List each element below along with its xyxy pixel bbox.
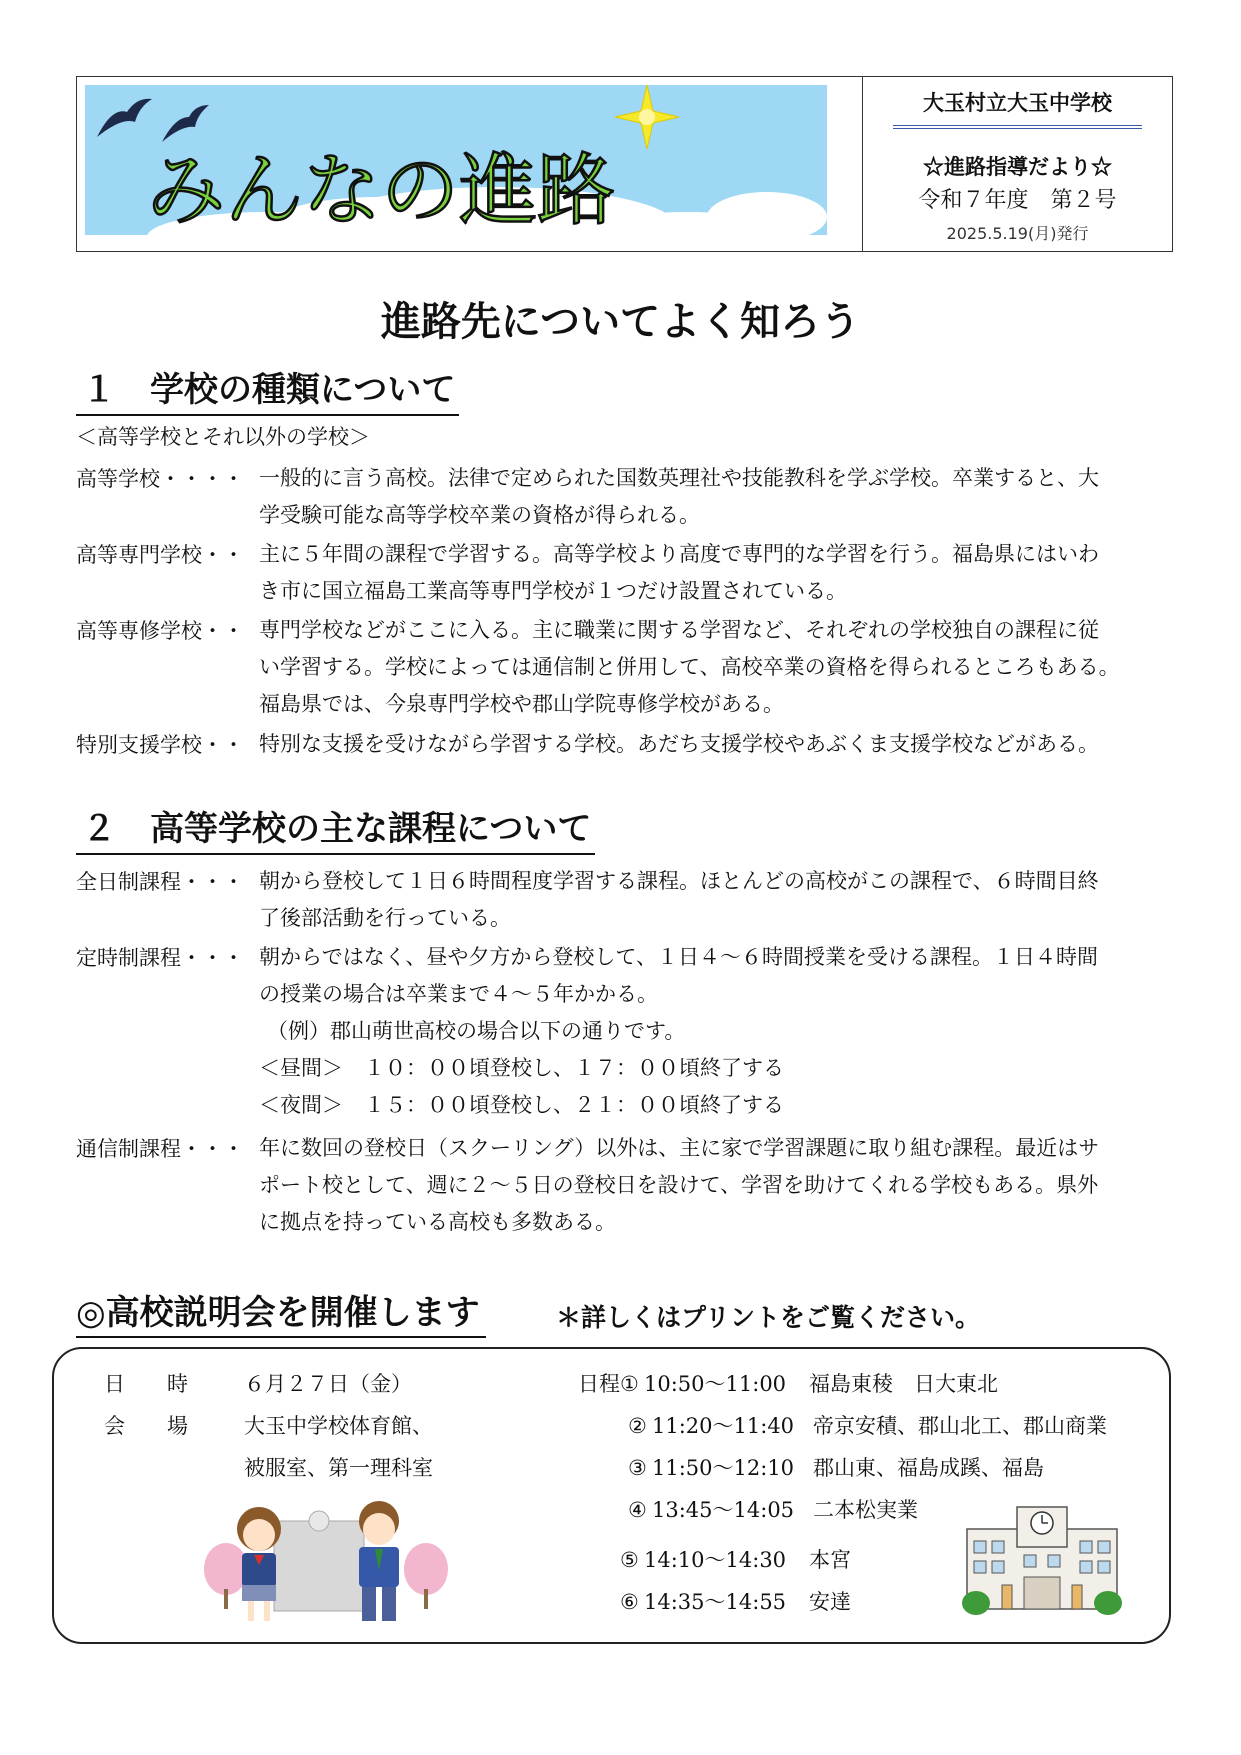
description-line: 特別な支援を受けながら学習する学校。あだち支援学校やあぶくま支援学校などがある。 <box>259 732 1099 756</box>
schedule-time: 13:45～14:05 <box>652 1498 795 1522</box>
schedule-no: ⑥ <box>620 1590 639 1614</box>
schedule-no: ② <box>628 1414 647 1438</box>
schedule-time: 11:20～11:40 <box>652 1414 795 1438</box>
term-label: 全日制課程・・・ <box>76 870 244 894</box>
section2-heading: ２ 高等学校の主な課程について <box>76 807 595 855</box>
description-line: 福島県では、今泉専門学校や郡山学院専修学校がある。 <box>259 692 784 716</box>
term-description <box>259 726 1099 763</box>
issue-number: 令和７年度 第２号 <box>918 188 1117 213</box>
banner-title: みんなの進路 <box>147 146 616 236</box>
school-name: 大玉村立大玉中学校 <box>923 90 1112 115</box>
students-illustration <box>204 1491 449 1631</box>
schedule-label: 日程 <box>578 1372 620 1396</box>
term-description <box>259 612 1120 723</box>
date-label: 日 時 <box>104 1372 188 1396</box>
schedule-no: ④ <box>628 1498 647 1522</box>
event-heading: ◎高校説明会を開催します <box>76 1290 486 1338</box>
term-label: 高等専修学校・・ <box>76 619 244 643</box>
school-building-illustration <box>962 1499 1122 1619</box>
term-description <box>259 1130 1099 1241</box>
description-line: 一般的に言う高校。法律で定められた国数英理社や技能教科を学ぶ学校。卒業すると、大 <box>259 466 1099 490</box>
term-label: 定時制課程・・・ <box>76 946 244 970</box>
schedule-time: 14:10～14:30 <box>644 1548 787 1572</box>
schedule-schools: 福島東稜 日大東北 <box>809 1372 998 1396</box>
newsletter-info <box>862 77 1172 251</box>
schedule-time: 14:35～14:55 <box>644 1590 787 1614</box>
term-description <box>259 939 1098 1124</box>
description-line: 了後部活動を行っている。 <box>259 906 511 930</box>
schedule-schools: 二本松実業 <box>813 1498 918 1522</box>
description-line: 専門学校などがここに入る。主に職業に関する学習など、それぞれの学校独自の課程に従 <box>259 618 1099 642</box>
description-line: き市に国立福島工業高等専門学校が１つだけ設置されている。 <box>259 579 847 603</box>
schedule-schools: 本宮 <box>809 1548 851 1572</box>
description-line: 年に数回の登校日（スクーリング）以外は、主に家で学習課題に取り組む課程。最近はサ <box>259 1136 1100 1160</box>
description-line: の授業の場合は卒業まで４～５年かかる。 <box>259 982 658 1006</box>
description-line: ポート校として、週に２～５日の登校日を設けて、学習を助けてくれる学校もある。県外 <box>259 1173 1099 1197</box>
schedule-no: ⑤ <box>620 1548 639 1572</box>
description-line: い学習する。学校によっては通信制と併用して、高校卒業の資格を得られるところもある。 <box>259 655 1120 679</box>
term-description <box>259 460 1099 534</box>
section1-heading: １ 学校の種類について <box>76 368 459 416</box>
description-line: （例）郡山萌世高校の場合以下の通りです。 <box>267 1019 686 1043</box>
description-line: 主に５年間の課程で学習する。高等学校より高度で専門的な学習を行う。福島県にはいわ <box>259 542 1099 566</box>
schedule-no: ③ <box>628 1456 647 1480</box>
venue-line: 大玉中学校体育館、 <box>244 1414 433 1438</box>
section1-subheading: ＜高等学校とそれ以外の学校＞ <box>76 425 370 449</box>
page-title: 進路先についてよく知ろう <box>380 299 861 345</box>
schedule-schools: 郡山東、福島成蹊、福島 <box>813 1456 1044 1480</box>
term-description <box>259 536 1099 610</box>
divider <box>893 125 1142 129</box>
description-line: 朝からではなく、昼や夕方から登校して、１日４～６時間授業を受ける課程。１日４時間 <box>259 945 1098 969</box>
issue-date: 2025.5.19(月)発行 <box>946 224 1089 243</box>
event-details-box <box>52 1347 1171 1644</box>
schedule-schools: 安達 <box>809 1590 851 1614</box>
term-label: 通信制課程・・・ <box>76 1137 244 1161</box>
newsletter-name: ☆進路指導だより☆ <box>923 154 1112 179</box>
description-line: ＜昼間＞ １０：００頃登校し、１７：００頃終了する <box>259 1056 784 1080</box>
term-label: 高等専門学校・・ <box>76 543 244 567</box>
description-line: ＜夜間＞ １５：００頃登校し、２１：００頃終了する <box>259 1093 784 1117</box>
schedule-time: 11:50～12:10 <box>652 1456 795 1480</box>
description-line: 朝から登校して１日６時間程度学習する課程。ほとんどの高校がこの課程で、６時間目終 <box>259 869 1099 893</box>
schedule-no: ① <box>620 1372 639 1396</box>
newsletter-header <box>76 76 1173 252</box>
term-label: 特別支援学校・・ <box>76 733 244 757</box>
event-note: ＊詳しくはプリントをご覧ください。 <box>556 1303 981 1332</box>
date-value: ６月２７日（金） <box>244 1372 412 1396</box>
banner-illustration <box>77 77 862 251</box>
description-line: に拠点を持っている高校も多数ある。 <box>259 1210 616 1234</box>
venue-label: 会 場 <box>104 1414 188 1438</box>
description-line: 学受験可能な高等学校卒業の資格が得られる。 <box>259 503 700 527</box>
venue-line: 被服室、第一理科室 <box>244 1456 433 1480</box>
schedule-schools: 帝京安積、郡山北工、郡山商業 <box>813 1414 1107 1438</box>
term-label: 高等学校・・・・ <box>76 467 244 491</box>
schedule-time: 10:50～11:00 <box>644 1372 787 1396</box>
term-description <box>259 863 1099 937</box>
